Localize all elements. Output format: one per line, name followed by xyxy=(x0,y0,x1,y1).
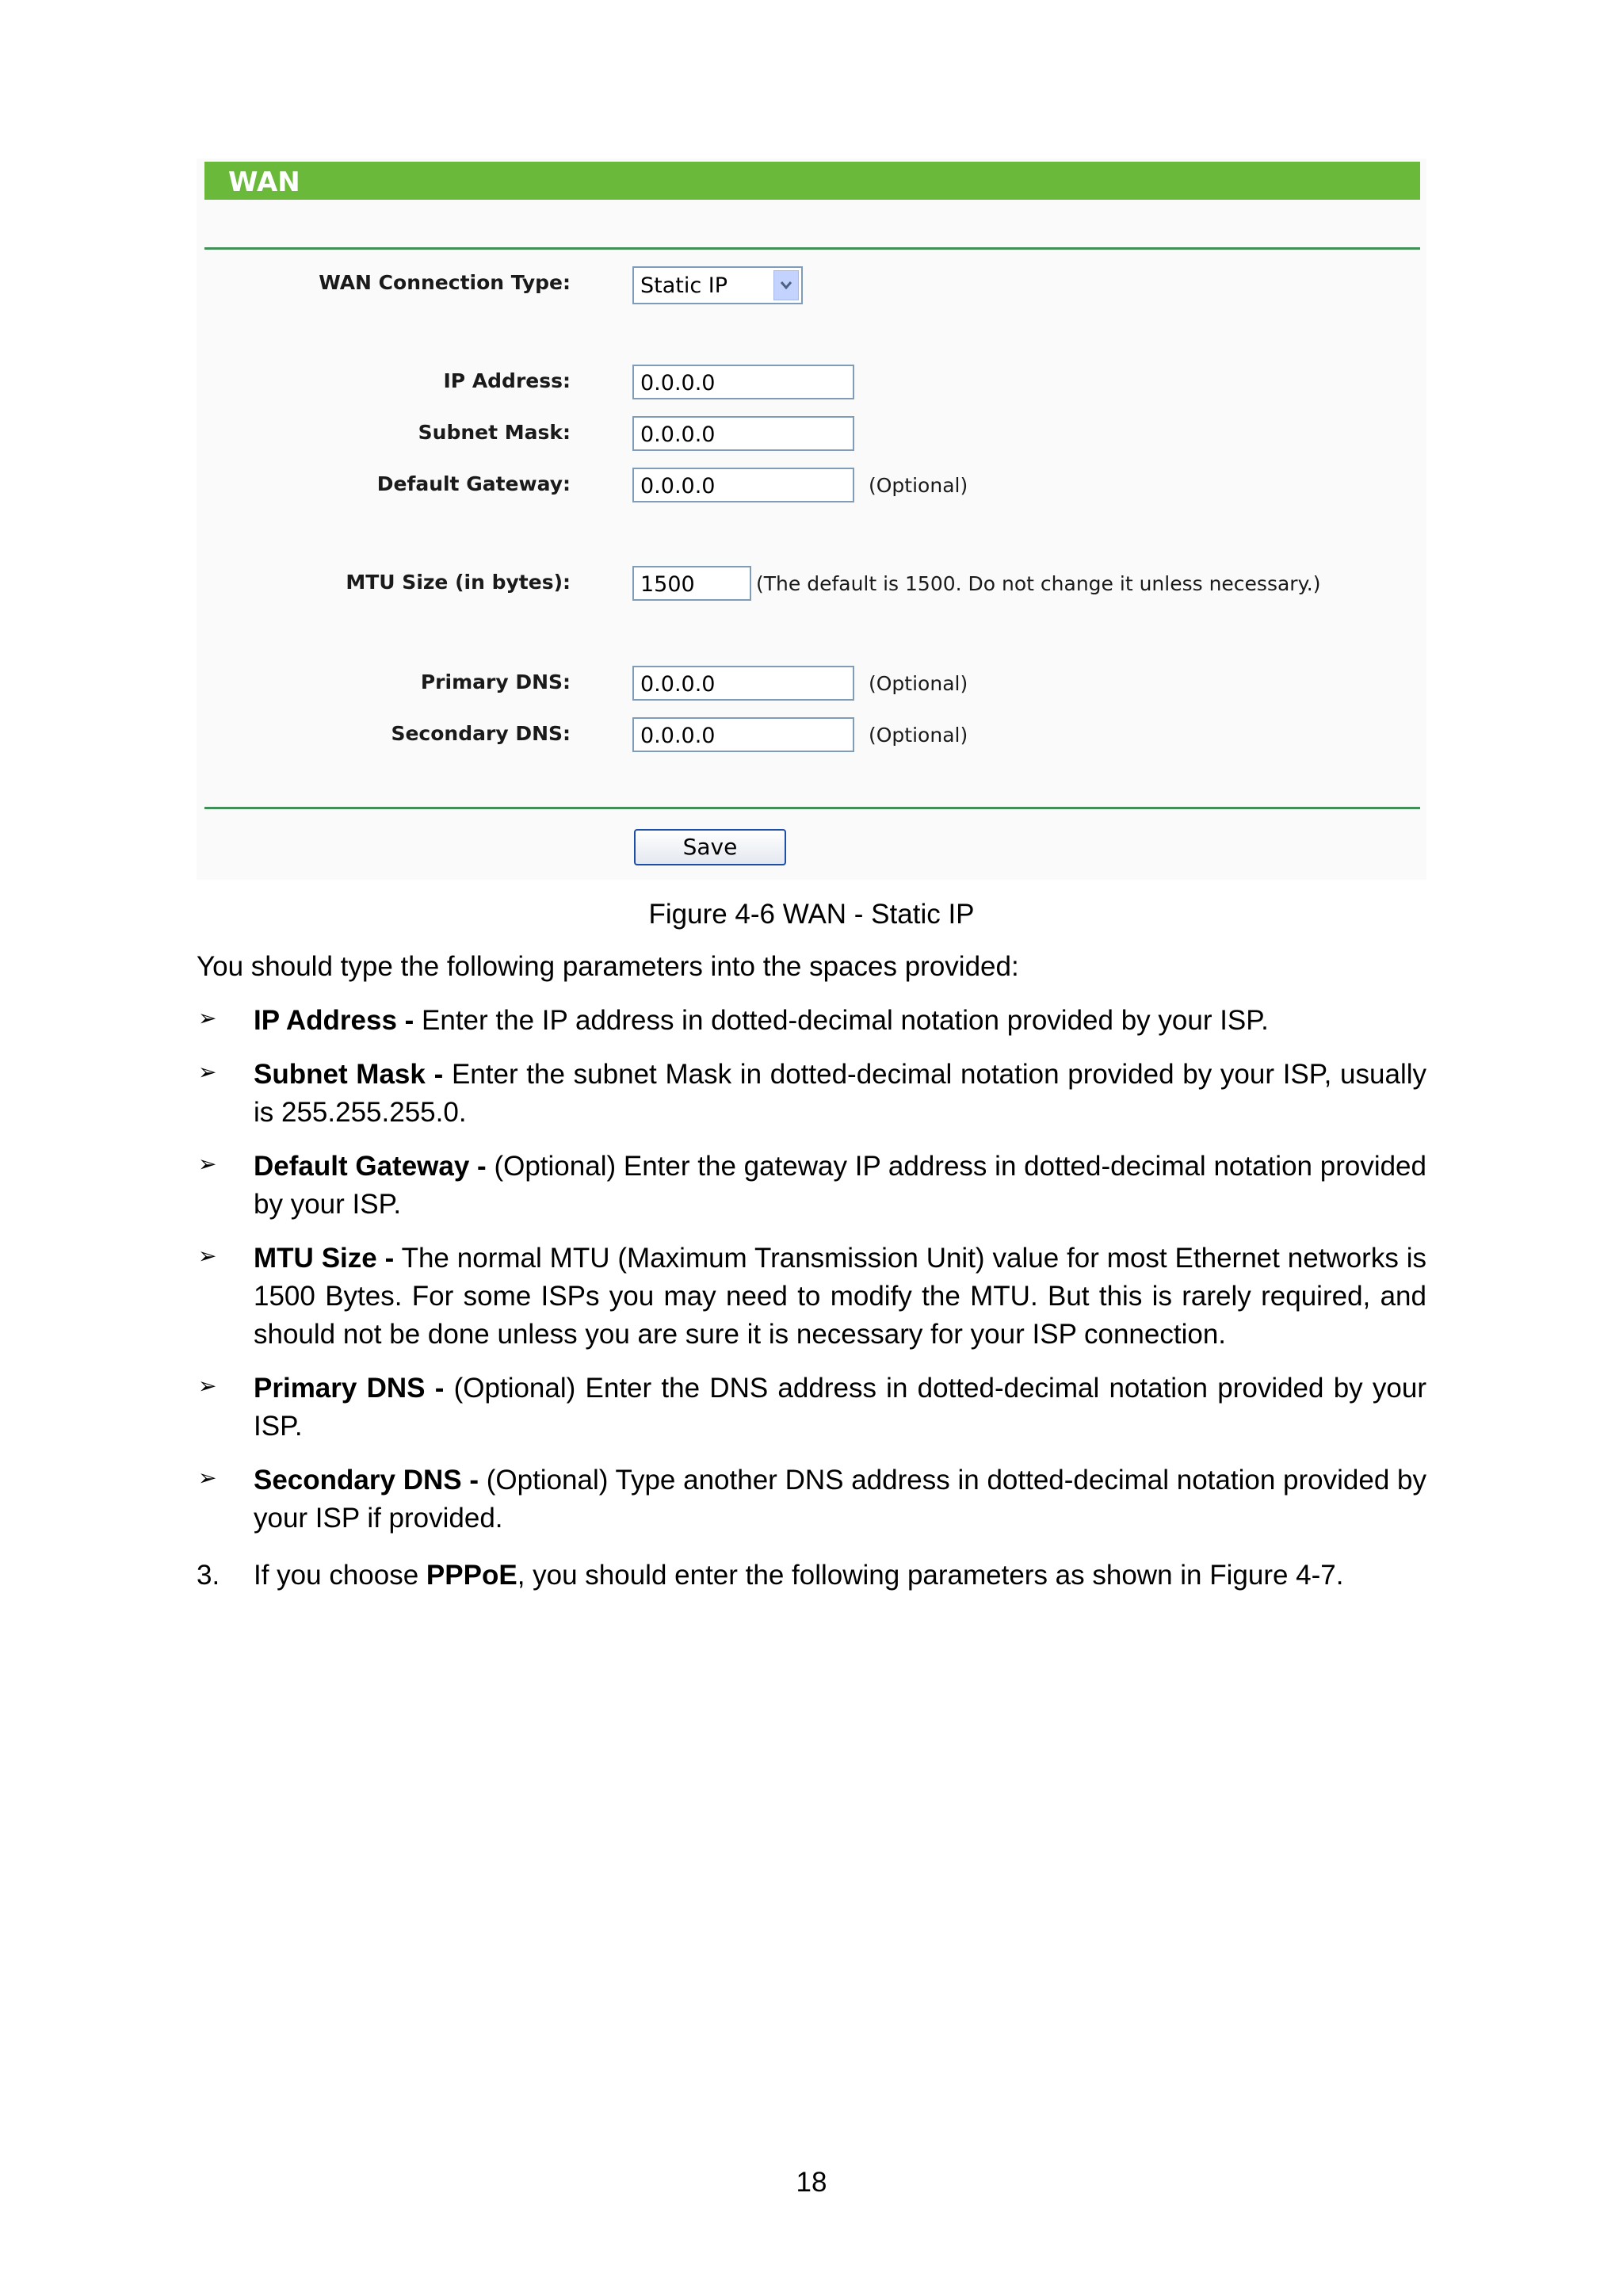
bullet-arrow-icon: ➢ xyxy=(198,1005,217,1031)
figure-caption: Figure 4-6 WAN - Static IP xyxy=(648,899,975,930)
ip-address-label: IP Address: xyxy=(443,369,571,392)
save-button[interactable]: Save xyxy=(634,829,786,865)
default-gateway-label: Default Gateway: xyxy=(376,472,571,495)
bullet-term: IP Address - xyxy=(254,1005,414,1036)
step-text-after: , you should enter the following parameters as shown in Figure 4-7. xyxy=(517,1560,1344,1591)
bullet-arrow-icon: ➢ xyxy=(198,1243,217,1269)
secondary-dns-note: (Optional) xyxy=(869,724,968,747)
bullet-description: (Optional) Enter the DNS address in dotted-decimal notation provided by your ISP. xyxy=(254,1373,1426,1442)
mtu-size-input[interactable]: 1500 xyxy=(632,566,751,601)
mtu-size-label: MTU Size (in bytes): xyxy=(346,571,571,594)
bullet-description: (Optional) Type another DNS address in dotted-decimal notation provided by your ISP if provided. xyxy=(254,1465,1426,1534)
secondary-dns-input[interactable]: 0.0.0.0 xyxy=(632,717,854,752)
bullet-ip-address xyxy=(254,1002,1426,1040)
bullet-description: The normal MTU (Maximum Transmission Unit) value for most Ethernet networks is 1500 Bytes. For some ISPs you may need to modify the MTU. But this is rarely required, and should not be done unless you are sure it is necessary for your ISP connection. xyxy=(254,1243,1426,1350)
wan-connection-type-select[interactable] xyxy=(632,266,803,304)
step-text xyxy=(254,1557,1426,1595)
bullet-arrow-icon: ➢ xyxy=(198,1059,217,1085)
primary-dns-note: (Optional) xyxy=(869,672,968,695)
step-text-before: If you choose xyxy=(254,1560,426,1591)
step-number: 3. xyxy=(197,1560,220,1591)
bullet-subnet-mask xyxy=(254,1056,1426,1132)
panel-title: WAN xyxy=(228,166,300,198)
bullet-term: MTU Size - xyxy=(254,1243,395,1274)
bullet-description: Enter the IP address in dotted-decimal notation provided by your ISP. xyxy=(414,1005,1269,1036)
ip-address-input[interactable]: 0.0.0.0 xyxy=(632,365,854,399)
top-divider xyxy=(204,247,1420,250)
panel-header xyxy=(204,162,1420,200)
bullet-arrow-icon: ➢ xyxy=(198,1465,217,1491)
subnet-mask-input[interactable]: 0.0.0.0 xyxy=(632,416,854,451)
primary-dns-label: Primary DNS: xyxy=(420,670,571,693)
bottom-divider xyxy=(204,807,1420,809)
bullet-arrow-icon: ➢ xyxy=(198,1373,217,1399)
step-text-bold: PPPoE xyxy=(426,1560,517,1591)
page-number: 18 xyxy=(796,2167,827,2198)
chevron-down-icon[interactable] xyxy=(773,270,799,300)
bullet-term: Secondary DNS - xyxy=(254,1465,479,1496)
wan-connection-type-value: Static IP xyxy=(640,273,728,298)
primary-dns-input[interactable]: 0.0.0.0 xyxy=(632,666,854,701)
bullet-arrow-icon: ➢ xyxy=(198,1151,217,1177)
mtu-size-note: (The default is 1500. Do not change it unless necessary.) xyxy=(756,572,1321,595)
intro-paragraph: You should type the following parameters into the spaces provided: xyxy=(197,951,1019,982)
default-gateway-note: (Optional) xyxy=(869,474,968,497)
bullet-default-gateway xyxy=(254,1148,1426,1224)
secondary-dns-label: Secondary DNS: xyxy=(391,722,571,745)
wan-settings-panel xyxy=(197,159,1426,880)
bullet-term: Subnet Mask - xyxy=(254,1059,444,1090)
bullet-secondary-dns xyxy=(254,1461,1426,1538)
bullet-description: Enter the subnet Mask in dotted-decimal notation provided by your ISP, usually is 255.255.255.0. xyxy=(254,1059,1426,1128)
bullet-term: Default Gateway - xyxy=(254,1151,487,1182)
bullet-term: Primary DNS - xyxy=(254,1373,445,1404)
bullet-description: (Optional) Enter the gateway IP address in dotted-decimal notation provided by your ISP. xyxy=(254,1151,1426,1220)
bullet-mtu-size xyxy=(254,1240,1426,1354)
default-gateway-input[interactable]: 0.0.0.0 xyxy=(632,468,854,502)
subnet-mask-label: Subnet Mask: xyxy=(418,421,571,444)
bullet-primary-dns xyxy=(254,1370,1426,1446)
wan-connection-type-label: WAN Connection Type: xyxy=(319,271,571,294)
